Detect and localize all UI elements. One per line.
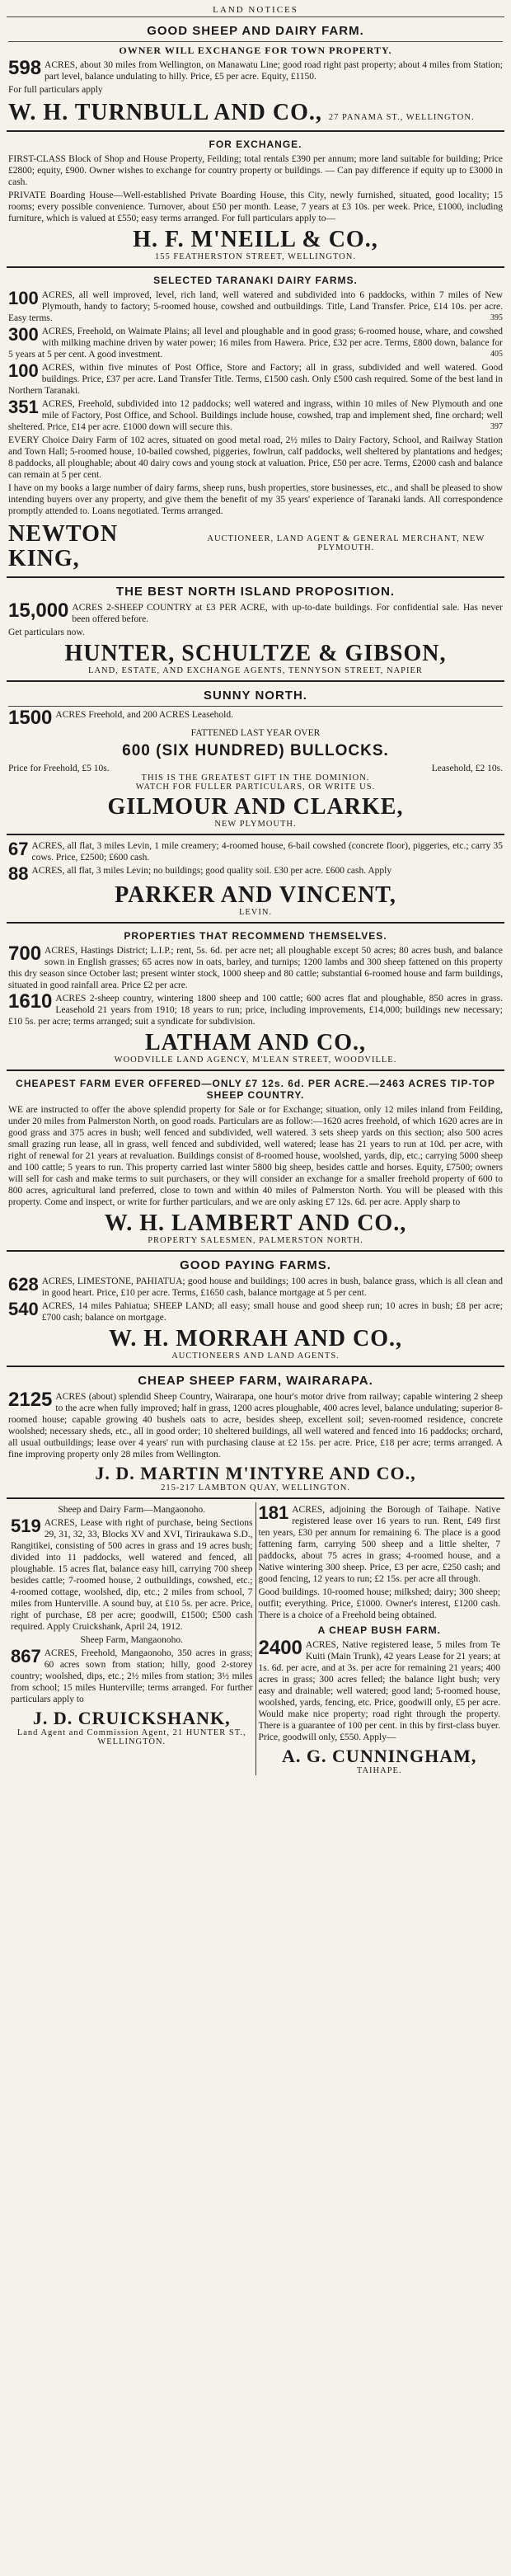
acreage: 351 bbox=[8, 397, 39, 417]
ad-heading: THE BEST NORTH ISLAND PROPOSITION. bbox=[115, 585, 396, 599]
ad-cruickshank bbox=[8, 1502, 256, 1775]
ad-line: FATTENED LAST YEAR OVER bbox=[190, 728, 321, 738]
ad-item: ACRES, within five minutes of Post Office, Store and Factory; all in grass, subdivided and well watered. Good buildings. Price, £37 per acre. Land Transfer Title. Terms, £1500 cash. Only £500 cash required. Some of the best land in Northern Taranaki. bbox=[8, 363, 503, 396]
firm-address: NEW PLYMOUTH. bbox=[214, 820, 297, 829]
ad-item: EVERY Choice Dairy Farm of 102 acres, situated on good metal road, 2½ miles to Dairy Factory, School, and Railway Station and Town Hall; 5-roomed house, 10-bailed cowshed, piggeries, fowlrun, calf paddocks, well sheltered by plantations and hedges; 8 paddocks, all ploughable; about 40 dairy cows and young stock at valuation. Price, £50 per acre. Terms, £2000 cash and balance can remain at 5 per cent. bbox=[8, 435, 503, 480]
firm-address: Land Agent and Commission Agent, 21 HUNTER ST., WELLINGTON. bbox=[16, 1728, 246, 1746]
acreage: 1500 bbox=[8, 707, 53, 729]
acreage: 181 bbox=[258, 1502, 289, 1523]
firm-address: LEVIN. bbox=[238, 908, 273, 917]
ad-item: I have on my books a large number of dairy farms, sheep runs, bush properties, store businesses, etc., and shall be pleased to show intending buyers over any property, and give them the benefit of my 35 years' experience of Taranaki lands. All correspondence promptly attended to. Loans negotiated. Terms arranged. bbox=[8, 483, 503, 516]
acreage: 1610 bbox=[8, 990, 53, 1013]
acreage: 67 bbox=[8, 839, 29, 859]
ad-heading: SUNNY NORTH. bbox=[204, 689, 307, 703]
firm-address: 27 PANAMA ST., WELLINGTON. bbox=[328, 113, 475, 122]
ad-heading: FOR EXCHANGE. bbox=[209, 139, 302, 150]
acreage: 867 bbox=[11, 1646, 41, 1666]
ad-heading: GOOD SHEEP AND DAIRY FARM. bbox=[147, 24, 364, 38]
acreage: 540 bbox=[8, 1299, 39, 1319]
ad-paragraph: FIRST-CLASS Block of Shop and House Property, Feilding; total rentals £390 per annum; more land suitable for building; Price £2800; equity, £900. Owner wishes to exchange for country property or buildings. — Can pay difference if equity up to £3000 in cash. bbox=[8, 154, 503, 187]
firm-address: TAIHAPE. bbox=[356, 1766, 402, 1775]
firm-name: HUNTER, SCHULTZE & GIBSON, bbox=[64, 641, 447, 666]
ad-item: ACRES, Freehold, subdivided into 12 paddocks; well watered and ingrass, within 10 miles of New Plymouth and one mile of Factory, Post Office, and School. Buildings include house, cowshed, trap and implement shed, fine orchard; well sheltered. Price, £14 per acre. £1000 down will secure this. bbox=[8, 399, 503, 432]
ad-item: ACRES, LIMESTONE, PAHIATUA; good house and buildings; 100 acres in bush, balance grass, which is all clean and in good heart. Price, £10 per acre. Terms, £1650 cash, balance mortgage at 5 per cent. bbox=[41, 1276, 503, 1298]
acreage: 15,000 bbox=[8, 599, 69, 622]
ad-body: Good buildings. 10-roomed house; milkshed; dairy; 300 sheep; outfit; everything. Price, £1000. Owner's interest, £1200 cash. There is a choice of a Freehold being obtained. bbox=[258, 1587, 500, 1620]
firm-address: AUCTIONEERS AND LAND AGENTS. bbox=[171, 1351, 340, 1361]
ad-body: ACRES, adjoining the Borough of Taihape. Native registered lease over 16 years to run. Rent, £49 first ten years, £30 per annum for remaining 6. The place is a good fattening farm, carrying 500 sheep and a little shelter, 7 paddocks, about 75 acres in grass; 4-roomed house, and a Native wintering 300 sheep. Price, £3 per acre, £250 cash; and good fencing, 12 years to run; £2 15s. per acre all through. bbox=[258, 1505, 500, 1584]
ad-more: Get particulars now. bbox=[8, 628, 85, 637]
ad-line: WATCH FOR FULLER PARTICULARS, OR WRITE US. bbox=[135, 783, 376, 792]
firm-tagline: AUCTIONEER, LAND AGENT & GENERAL MERCHANT, NEW PLYMOUTH. bbox=[207, 534, 485, 552]
ad-hunter bbox=[7, 578, 504, 682]
ad-heading: PROPERTIES THAT RECOMMEND THEMSELVES. bbox=[124, 930, 387, 942]
ad-line: ACRES Freehold, and 200 ACRES Leasehold. bbox=[55, 710, 234, 720]
ad-heading: SELECTED TARANAKI DAIRY FARMS. bbox=[153, 275, 358, 286]
ad-turnbull bbox=[7, 17, 504, 132]
firm-address: LAND, ESTATE, AND EXCHANGE AGENTS, TENNYSON STREET, NAPIER bbox=[88, 666, 423, 675]
ad-gilmour bbox=[7, 682, 504, 835]
ad-paragraph: PRIVATE Boarding House—Well-established Private Boarding House, this City, newly furnished, situated, good locality; 15 rooms; every possible convenience. Turnover, about £50 per month. Lease, 7 years at £3 10s. per week. Price, £1000, including furniture, which is valued at £550; easy terms arranged. For full particulars apply to— bbox=[8, 190, 503, 223]
firm-name: J. D. CRUICKSHANK, bbox=[32, 1708, 231, 1728]
firm-name: W. H. TURNBULL AND CO., bbox=[8, 100, 322, 125]
ref-number: 405 bbox=[490, 350, 503, 359]
ad-body: ACRES, Native registered lease, 5 miles from Te Kuiti (Main Trunk), 42 years Lease for 21 years; at 1s. 6d. per acre, and at 3s. per acre for remaining 21 years; 400 acres in grass; 300 acres felled; the balance light bush; very easy and drainable; well watered; good land; 5-roomed house, woolshed, yards, fencing, etc. Price, goodwill only, £5 per acre. Would make nice property; road right through the property. There is a guarantee of 100 per cent. in this by first-class buyer. Price, goodwill only, £550. Apply— bbox=[258, 1640, 500, 1742]
ad-line: THIS IS THE GREATEST GIFT IN THE DOMINION. bbox=[141, 773, 370, 783]
firm-address: WOODVILLE LAND AGENCY, M'LEAN STREET, WOODVILLE. bbox=[114, 1055, 397, 1065]
firm-name: PARKER AND VINCENT, bbox=[115, 882, 396, 908]
ref-number: 395 bbox=[490, 313, 503, 322]
ad-morrah bbox=[7, 1252, 504, 1367]
ad-title: Sheep and Dairy Farm—Mangaonoho. bbox=[58, 1505, 206, 1515]
ad-more: For full particulars apply bbox=[8, 85, 103, 95]
firm-name: LATHAM AND CO., bbox=[144, 1030, 367, 1055]
ad-body: ACRES, about 30 miles from Wellington, on Manawatu Line; good road right past property; about 4 miles from Station; part level, balance undulating to hilly. Price, £5 per acre. Equity, £1150. bbox=[45, 60, 503, 82]
acreage: 2125 bbox=[8, 1389, 53, 1411]
price-leasehold: Leasehold, £2 10s. bbox=[431, 764, 503, 773]
ad-body: ACRES, Freehold, Mangaonoho, 350 acres in grass; 60 acres sown from station; hilly, good 2-storey country; woolshed, dips, etc.; 2½ miles from station; 3½ miles from school; 15 miles Hunterville; terms arranged. For further particulars apply to bbox=[11, 1648, 253, 1704]
ad-mcintyre bbox=[7, 1367, 504, 1499]
ad-parker bbox=[7, 835, 504, 924]
acreage: 598 bbox=[8, 57, 42, 79]
acreage: 700 bbox=[8, 942, 42, 965]
ad-heading: CHEAPEST FARM EVER OFFERED—ONLY £7 12s. 6d. PER ACRE.—2463 ACRES TIP-TOP SHEEP COUNTRY. bbox=[16, 1078, 495, 1101]
ad-latham bbox=[7, 924, 504, 1071]
acreage: 628 bbox=[8, 1274, 39, 1295]
ad-body: ACRES 2-SHEEP COUNTRY at £3 PER ACRE, with up-to-date buildings. For confidential sale. Has never been offered before. bbox=[72, 603, 503, 624]
firm-address: PROPERTY SALESMEN, PALMERSTON NORTH. bbox=[148, 1236, 363, 1245]
ad-heading: CHEAP SHEEP FARM, WAIRARAPA. bbox=[138, 1374, 373, 1388]
ad-subheading: OWNER WILL EXCHANGE FOR TOWN PROPERTY. bbox=[119, 45, 392, 56]
newspaper-page bbox=[7, 0, 504, 1780]
ad-body: ACRES (about) splendid Sheep Country, Wairarapa, one hour's motor drive from railway; capable wintering 2 sheep to the acre when fully improved; half in grass, 1200 acres ploughable, 400 acres level, balance undulating; superior 8-roomed house; capable growing 40 bushels oats to acre, besides sheep, excellent soil; seven-roomed residence, concrete woolshed; necessary sheds, etc., all in good order; 10 sheltered buildings, all well watered and fenced into 16 paddocks; orchard, all usual outbuildings; lease over 4 years' run with purchasing clause at £2 15s. per acre. Price, £18 per acre; terms arranged. A fine improving property only 28 miles from Wellington. bbox=[8, 1392, 503, 1460]
acreage: 88 bbox=[8, 863, 29, 884]
ad-item: ACRES, 14 miles Pahiatua; SHEEP LAND; all easy; small house and good sheep run; 10 acres in bush; £8 per acre; £700 cash; balance on mortgage. bbox=[41, 1301, 503, 1323]
firm-name: A. G. CUNNINGHAM, bbox=[282, 1746, 477, 1766]
bullocks-headline: 600 (SIX HUNDRED) BULLOCKS. bbox=[122, 742, 389, 759]
ad-item: ACRES, all flat, 3 miles Levin; no buildings; good quality soil. £30 per acre. £600 cash. Apply bbox=[31, 866, 392, 876]
ref-number: 397 bbox=[490, 422, 503, 431]
ad-mcneill bbox=[7, 132, 504, 268]
ad-body: WE are instructed to offer the above splendid property for Sale or for Exchange; situation, only 12 miles inland from Feilding, under 20 miles from Palmerston North, on good roads. Particulars are as follow:—1620 acres freehold, of which 1620 acres are in good grass and 375 acres in bush; well fenced and subdivided, well watered. 3 sets sheep yards on this section; also 500 acres small grazing run lease, all in grass, well fenced and subdivided, well watered; lease has 21 years to run at 10d. per acre, with right of renewal for 21 years at revaluation. Buildings consist of 8-roomed house, woolshed, yards, dip, etc.; carrying 5000 sheep and 100 cattle; 5 years to run. This property carried last winter 5800 big sheep, besides cattle and horses. Equity, £7500; owners will sell for cash and make terms to suit purchasers, or they will consider an exchange for a smaller freehold property of 600 to 800 acres, agricultural land preferred, close to town and within 40 miles of Palmerston North. You will be pleased with this property. Come and inspect, or write for further particulars, and we are only asking £7 12s. 6d. per acre. Apply sharp to bbox=[8, 1105, 503, 1207]
ad-lambert bbox=[7, 1071, 504, 1252]
firm-name: GILMOUR AND CLARKE, bbox=[107, 794, 404, 820]
ad-heading: GOOD PAYING FARMS. bbox=[180, 1258, 331, 1272]
ad-item: ACRES, all flat, 3 miles Levin, 1 mile creamery; 4-roomed house, 6-bail cowshed (concrete floor), piggeries, etc.; carry 35 cows. Price, £2500; £600 cash. bbox=[31, 841, 503, 863]
firm-name: W. H. LAMBERT AND CO., bbox=[104, 1210, 407, 1236]
ad-newton-king bbox=[7, 268, 504, 578]
ad-body: ACRES, Lease with right of purchase, being Sections 29, 31, 32, 33, Blocks XV and XVI, Tiriraukawa S.D., Rangitikei, consisting of 500 acres in grass and 19 acres bush; divided into 11 paddocks, well watered and fenced, all ploughable. 15 acres flat, balance easy hill, carrying 700 sheep besides cattle; 7-roomed house, 2 outbuildings, cowshed, etc.; 4-roomed cottage, woolshed, dip, etc.; 2 miles from school, 7 miles from Hunterville. A sound buy, at £10 5s. per acre. Price, right of purchase, £8 per acre; goodwill, £1500; £500 cash required. Apply Cruickshank, April 24, 1912. bbox=[11, 1518, 253, 1632]
ad-item: ACRES, all well improved, level, rich land, well watered and subdivided into 6 paddocks, within 7 miles of New Plymouth, handy to factory; 5-roomed house, cowshed and outbuildings. Title, Land Transfer. Price, £14 10s. per acre. Easy terms. bbox=[8, 290, 503, 323]
acreage: 2400 bbox=[258, 1637, 302, 1659]
ad-item: ACRES 2-sheep country, wintering 1800 sheep and 100 cattle; 600 acres flat and ploughable, 850 acres in grass. Leasehold 21 years from 1910; 18 years to run; price, including improvements, £14,000; buildings new necessary; £10 5s. per acre; terms arranged; suit a syndicate for subdivision. bbox=[8, 994, 503, 1027]
firm-name: W. H. MORRAH AND CO., bbox=[109, 1326, 402, 1351]
ad-heading: A CHEAP BUSH FARM. bbox=[317, 1624, 441, 1636]
firm-address: 215-217 LAMBTON QUAY, WELLINGTON. bbox=[161, 1483, 350, 1492]
acreage: 100 bbox=[8, 288, 39, 308]
firm-name: J. D. MARTIN M'INTYRE AND CO., bbox=[95, 1463, 416, 1483]
price-freehold: Price for Freehold, £5 10s. bbox=[8, 764, 110, 773]
ad-item: ACRES, Hastings District; L.I.P.; rent, 5s. 6d. per acre net; all ploughable except 50 acres; 80 acres bush, and balance sown in English grasses; 65 acres now in oats, barley, and turnips; 1200 lambs and 300 sheep fattened on this property this dry season since October last; present winter stock, 1000 sheep and 80 cattle; substantial 6-roomed house and farm buildings, situated in good rainfall area. Price £2 per acre. bbox=[8, 946, 503, 990]
ad-cunningham bbox=[256, 1502, 504, 1775]
firm-name: NEWTON KING, bbox=[8, 521, 119, 571]
section-header: LAND NOTICES bbox=[7, 5, 504, 17]
ad-title: Sheep Farm, Mangaonoho. bbox=[80, 1635, 184, 1645]
two-column-ads bbox=[7, 1499, 504, 1780]
ad-item: ACRES, Freehold, on Waimate Plains; all level and ploughable and in good grass; 6-roomed house, whare, and cowshed with milking machine driven by water power; 16 miles from Hawera. Price, £32 per acre. Terms, £800 down, balance for 5 years at 5 per cent. A good investment. bbox=[8, 327, 503, 360]
acreage: 300 bbox=[8, 324, 39, 345]
acreage: 519 bbox=[11, 1516, 41, 1536]
firm-name: H. F. M'NEILL & CO., bbox=[133, 227, 378, 252]
acreage: 100 bbox=[8, 360, 39, 381]
firm-address: 155 FEATHERSTON STREET, WELLINGTON. bbox=[155, 252, 356, 261]
